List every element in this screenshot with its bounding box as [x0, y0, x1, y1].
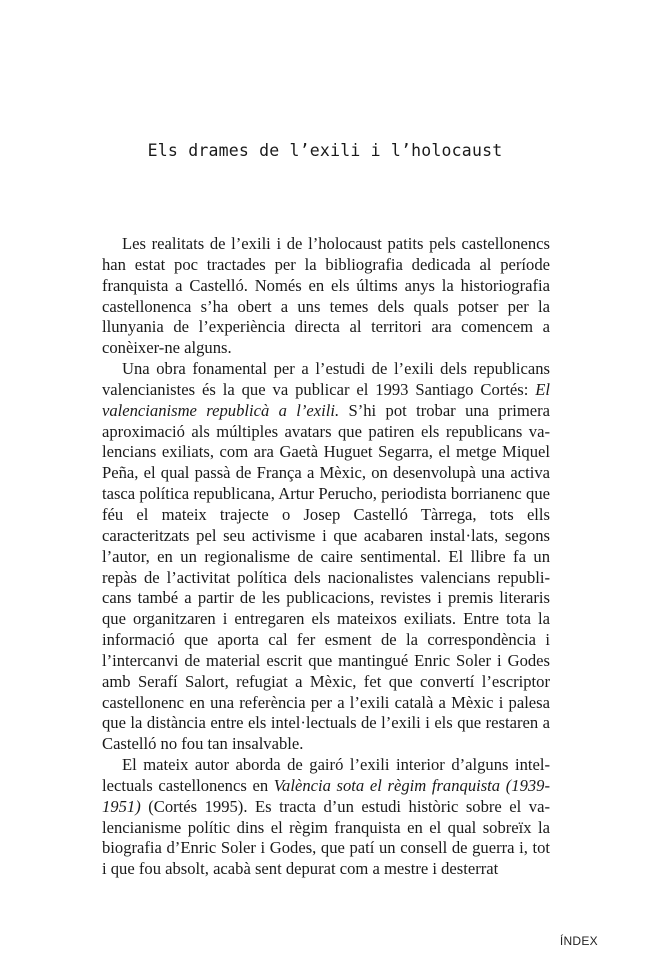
paragraph-1: Les realitats de l’exili i de l’holocaust patits pels castellonencs han estat poc tractades per la bibliografia dedicada al període franquista a Castelló. Només en els últims anys la historiografia castellonenca s’ha obert a uns temes dels quals potser per la llunyania de l’experiència directa al territori ara comencem a conèixer-ne alguns. [102, 234, 550, 358]
chapter-title: Els drames de l’exili i l’holocaust [147, 141, 503, 160]
paragraph-2: Una obra fonamental per a l’estudi de l’exili dels republicans valencianistes és la que va publicar el 1993 Santiago Cortés: El valencianisme republicà a l’exili. S’hi pot trobar una primera aproximació als múltiples avatars que patiren els republicans valencians exiliats, com ara Gaetà Huguet Segarra, el metge Miquel Peña, el qual passà de França a Mèxic, on desenvolupà una activa tasca política republicana, Artur Perucho, periodista borrianenc que féu el mateix trajecte o Josep Castelló Tàrrega, tots ells caracteritzats pel seu activisme i que acabaren instal·lats, segons l’autor, en un regionalisme de caire sentimental. El llibre fa un repàs de l’activitat política dels nacionalistes valencians republicans també a partir de les publicacions, revistes i premis literaris que organitzaren i entregaren els mateixos exiliats. Entre tota la informació que aporta cal fer esment de la correspondència i l’intercanvi de material escrit que mantingué Enric Soler i Godes amb Serafí Salort, refugiat a Mèxic, fet que convertí l’escriptor castellonenc en una referència per a l’exili català a Mèxic i palesa que la distància entre els intel·lectuals de l’exili i els que restaren a Castelló no fou tan insalvable. [102, 359, 550, 754]
index-link[interactable]: ÍNDEX [559, 934, 598, 948]
book-title: València sota el règim franquista (1939-1951) [102, 775, 550, 816]
paragraph-3: El mateix autor aborda de gairó l’exili interior d’alguns intellectuals castellonencs en València sota el règim franquista (1939-1951) (Cortés 1995). Es tracta d’un estudi històric sobre el valencianisme polític dins el règim franquista en el qual sobreïx la biografia d’Enric Soler i Godes, que patí un consell de guerra i, tot i que fou absolt, acabà sent depurat com a mestre i desterrat [102, 755, 550, 879]
book-title: El valencianisme republicà a l’exili. [102, 379, 550, 420]
body-text [102, 234, 550, 880]
